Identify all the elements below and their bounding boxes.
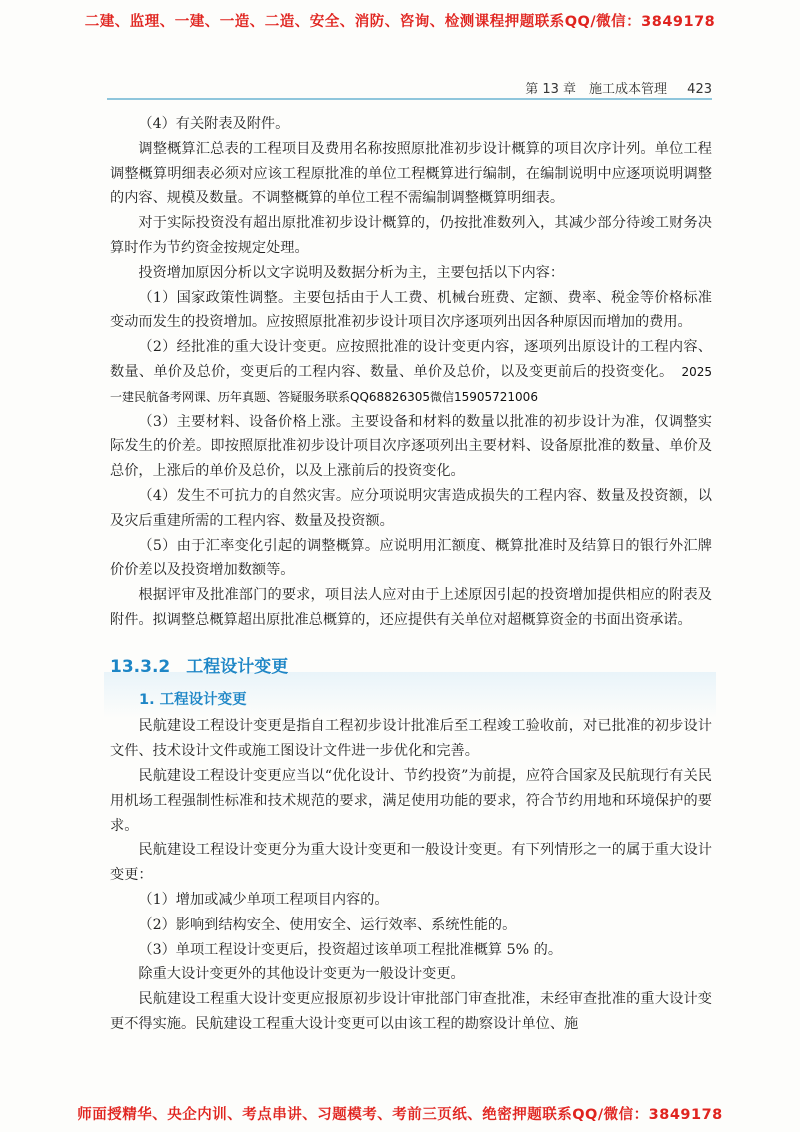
paragraph: 民航建设工程重大设计变更应报原初步设计审批部门审查批准，未经审查批准的重大设计变更不得实施。民航建设工程重大设计变更可以由该工程的勘察设计单位、施 xyxy=(110,991,712,1032)
paragraph: （3）单项工程设计变更后，投资超过该单项工程批准概算 5% 的。 xyxy=(138,941,563,958)
paragraph-with-note xyxy=(110,335,712,409)
paragraph: （4）发生不可抗力的自然灾害。应分项说明灾害造成损失的工程内容、数量及投资额，以及灾后重建所需的工程内容、数量及投资额。 xyxy=(110,487,712,529)
paragraph: 民航建设工程设计变更分为重大设计变更和一般设计变更。有下列情形之一的属于重大设计变更： xyxy=(110,842,712,884)
inline-watermark-note: 2025一建民航备考网课、历年真题、答疑服务联系QQ68826305微信15905721006 xyxy=(110,364,712,404)
section-number: 13.3.2 xyxy=(110,656,171,677)
paragraph: （4）有关附表及附件。 xyxy=(138,116,290,132)
paragraph: （1）国家政策性调整。主要包括由于人工费、机械台班费、定额、费率、税金等价格标准变动而发生的投资增加。应按照原批准初步设计项目次序逐项列出因各种原因而增加的费用。 xyxy=(110,289,712,331)
page-body xyxy=(110,112,712,1037)
paragraph: （5）由于汇率变化引起的调整概算。应说明用汇额度、概算批准时及结算日的银行外汇牌价价差以及投资增加数额等。 xyxy=(110,537,712,579)
paragraph: 民航建设工程设计变更应当以“优化设计、节约投资”为前提，应符合国家及民航现行有关民用机场工程强制性标准和技术规范的要求，满足使用功能的要求，符合节约用地和环境保护的要求。 xyxy=(110,767,712,834)
chapter-title: 第 13 章 施工成本管理 xyxy=(525,82,668,97)
bottom-ad-banner: 师面授精华、央企内训、考点串讲、习题模考、考前三页纸、绝密押题联系QQ/微信：3849178 xyxy=(77,1107,723,1123)
paragraph: 根据评审及批准部门的要求，项目法人应对由于上述原因引起的投资增加提供相应的附表及附件。拟调整总概算超出原批准总概算的，还应提供有关单位对超概算资金的书面出资承诺。 xyxy=(110,587,712,628)
paragraph-text: （2）经批准的重大设计变更。应按照批准的设计变更内容，逐项列出原设计的工程内容、数量、单价及总价，变更后的工程内容、数量、单价及总价，以及变更前后的投资变化。 xyxy=(110,339,712,380)
paragraph: 除重大设计变更外的其他设计变更为一般设计变更。 xyxy=(138,966,465,983)
paragraph: 对于实际投资没有超出原批准初步设计概算的，仍按批准数列入，其减少部分待竣工财务决算时作为节约资金按规定处理。 xyxy=(110,215,712,256)
top-ad-banner: 二建、监理、一建、一造、二造、安全、消防、咨询、检测课程押题联系QQ/微信：3849178 xyxy=(84,14,716,30)
paragraph: 民航建设工程设计变更是指自工程初步设计批准后至工程竣工验收前，对已批准的初步设计文件、技术设计文件或施工图设计文件进一步优化和完善。 xyxy=(110,718,712,760)
paragraph: 调整概算汇总表的工程项目及费用名称按照原批准初步设计概算的项目次序计列。单位工程调整概算明细表必须对应该工程原批准的单位工程概算进行编制，在编制说明中应逐项说明调整的内容、规模及数量。不调整概算的单位工程不需编制调整概算明细表。 xyxy=(110,140,712,207)
page-number: 423 xyxy=(687,82,712,97)
paragraph: 投资增加原因分析以文字说明及数据分析为主，主要包括以下内容： xyxy=(138,264,565,281)
paragraph: （1）增加或减少单项工程项目内容的。 xyxy=(138,891,389,908)
subsection-heading: 1. 工程设计变更 xyxy=(139,691,247,708)
section-heading xyxy=(110,655,712,680)
section-title: 工程设计变更 xyxy=(186,656,289,677)
header-rule xyxy=(107,98,712,100)
paragraph: （3）主要材料、设备价格上涨。主要设备和材料的数量以批准的初步设计为准，仅调整实际发生的价差。即按照原批准初步设计项目次序逐项列出主要材料、设备原批准的数量、单价及总价，上涨后的单价及总价，以及上涨前后的投资变化。 xyxy=(110,413,712,480)
running-header xyxy=(525,78,712,97)
paragraph: （2）影响到结构安全、使用安全、运行效率、系统性能的。 xyxy=(138,916,517,933)
